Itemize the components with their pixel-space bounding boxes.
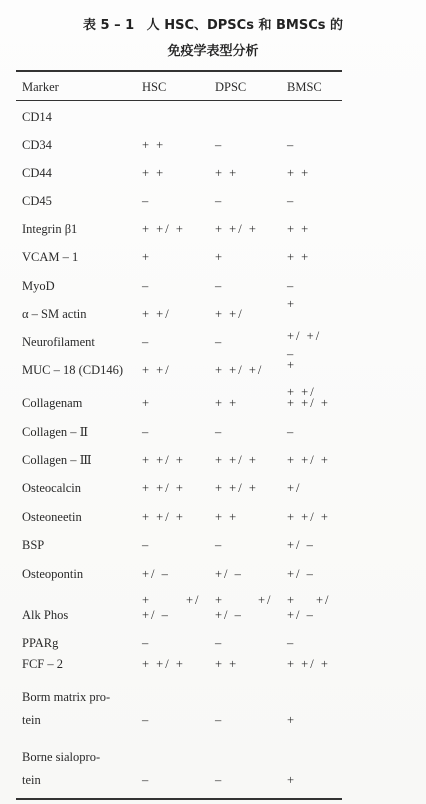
cell-marker: BSP — [22, 538, 45, 552]
cell-hsc: – — [142, 538, 151, 552]
cell-marker: Collagen – Ⅲ — [22, 453, 92, 467]
cell-dpsc: – — [215, 713, 224, 727]
cell-marker: Osteopontin — [22, 567, 84, 581]
cell-marker: α – SM actin — [22, 307, 87, 321]
cell-marker: tein — [22, 713, 41, 727]
cell-marker: tein — [22, 773, 41, 787]
cell-dpsc: + + — [215, 166, 239, 180]
cell-dpsc: + + — [215, 396, 239, 410]
stray-mark: +/ — [258, 593, 273, 607]
cell-hsc: + +/ + — [142, 481, 185, 495]
cell-dpsc: – — [215, 194, 224, 208]
cell-bmsc: – — [287, 347, 296, 361]
stray-mark: +/ — [186, 593, 201, 607]
cell-marker: CD34 — [22, 138, 52, 152]
cell-dpsc: + + — [215, 510, 239, 524]
cell-bmsc: +/ — [287, 481, 302, 495]
cell-marker: Integrin β1 — [22, 222, 78, 236]
cell-marker: PPARg — [22, 636, 59, 650]
cell-bmsc: + + — [287, 250, 311, 264]
cell-bmsc: – — [287, 279, 296, 293]
cell-bmsc: + — [287, 713, 297, 727]
header-marker: Marker — [22, 80, 59, 94]
cell-marker: Borne sialopro- — [22, 750, 101, 764]
cell-bmsc: + + — [287, 166, 311, 180]
cell-bmsc: +/ – — [287, 538, 315, 552]
cell-bmsc: – — [287, 636, 296, 650]
header-dpsc: DPSC — [215, 80, 247, 94]
cell-bmsc: + +/ — [287, 385, 316, 399]
header-rule — [16, 100, 342, 101]
cell-bmsc: + +/ + — [287, 453, 330, 467]
cell-bmsc: +/ – — [287, 608, 315, 622]
table-title-line1: 人 HSC、DPSCs 和 BMSCs 的 — [146, 18, 344, 33]
cell-bmsc: – — [287, 138, 296, 152]
cell-hsc: + + — [142, 166, 166, 180]
cell-hsc: – — [142, 636, 151, 650]
stray-mark: + — [287, 593, 297, 607]
cell-dpsc: +/ – — [215, 608, 243, 622]
cell-dpsc: + +/ + — [215, 453, 258, 467]
stray-mark: + — [215, 593, 225, 607]
cell-hsc: + + — [142, 138, 166, 152]
cell-marker: CD14 — [22, 110, 52, 124]
cell-marker: Osteoneetin — [22, 510, 82, 524]
cell-bmsc: + +/ + — [287, 657, 330, 671]
cell-hsc: + +/ — [142, 307, 171, 321]
cell-dpsc: – — [215, 773, 224, 787]
cell-hsc: – — [142, 335, 151, 349]
cell-marker: FCF – 2 — [22, 657, 63, 671]
stray-mark: + — [287, 297, 297, 311]
cell-bmsc: + +/ + — [287, 510, 330, 524]
cell-dpsc: – — [215, 279, 224, 293]
header-hsc: HSC — [142, 80, 167, 94]
cell-hsc: + — [142, 396, 152, 410]
cell-hsc: + +/ — [142, 363, 171, 377]
cell-marker: CD44 — [22, 166, 52, 180]
cell-marker: Collagen – Ⅱ — [22, 425, 89, 439]
cell-hsc: + +/ + — [142, 222, 185, 236]
cell-hsc: + +/ + — [142, 510, 185, 524]
header-bmsc: BMSC — [287, 80, 322, 94]
cell-marker: Collagenam — [22, 396, 83, 410]
cell-hsc: +/ – — [142, 567, 170, 581]
cell-hsc: +/ – — [142, 608, 170, 622]
cell-marker: Borm matrix pro- — [22, 690, 111, 704]
cell-dpsc: – — [215, 335, 224, 349]
cell-dpsc: + +/ — [215, 307, 244, 321]
cell-bmsc: – — [287, 425, 296, 439]
table-title-line2: 免疫学表型分析 — [167, 44, 259, 59]
cell-hsc: – — [142, 773, 151, 787]
cell-marker: VCAM – 1 — [22, 250, 79, 264]
cell-dpsc: – — [215, 138, 224, 152]
cell-bmsc: + +/ + — [287, 396, 330, 410]
cell-hsc: – — [142, 194, 151, 208]
cell-marker: Alk Phos — [22, 608, 69, 622]
top-rule — [16, 70, 342, 72]
cell-marker: MUC – 18 (CD146) — [22, 363, 124, 377]
cell-marker: Osteocalcin — [22, 481, 82, 495]
cell-dpsc: – — [215, 636, 224, 650]
cell-dpsc: +/ – — [215, 567, 243, 581]
cell-bmsc: +/ – — [287, 567, 315, 581]
cell-hsc: – — [142, 713, 151, 727]
table-number: 表 5 – 1 — [82, 18, 135, 33]
cell-dpsc: + — [215, 250, 225, 264]
cell-bmsc: – — [287, 194, 296, 208]
stray-mark: + — [142, 593, 152, 607]
cell-bmsc: + — [287, 773, 297, 787]
cell-dpsc: – — [215, 425, 224, 439]
cell-bmsc: + + — [287, 222, 311, 236]
cell-dpsc: + + — [215, 657, 239, 671]
cell-dpsc: + +/ +/ — [215, 363, 264, 377]
cell-dpsc: + +/ + — [215, 222, 258, 236]
bottom-rule — [16, 798, 342, 800]
cell-marker: MyoD — [22, 279, 55, 293]
cell-marker: CD45 — [22, 194, 52, 208]
cell-hsc: + +/ + — [142, 657, 185, 671]
cell-hsc: – — [142, 425, 151, 439]
cell-dpsc: – — [215, 538, 224, 552]
cell-hsc: + — [142, 250, 152, 264]
cell-bmsc: +/ +/ — [287, 329, 322, 343]
stray-mark: + — [287, 358, 297, 372]
cell-hsc: + +/ + — [142, 453, 185, 467]
cell-marker: Neurofilament — [22, 335, 95, 349]
cell-dpsc: + +/ + — [215, 481, 258, 495]
table-title — [0, 14, 426, 33]
cell-hsc: – — [142, 279, 151, 293]
stray-mark: +/ — [316, 593, 331, 607]
